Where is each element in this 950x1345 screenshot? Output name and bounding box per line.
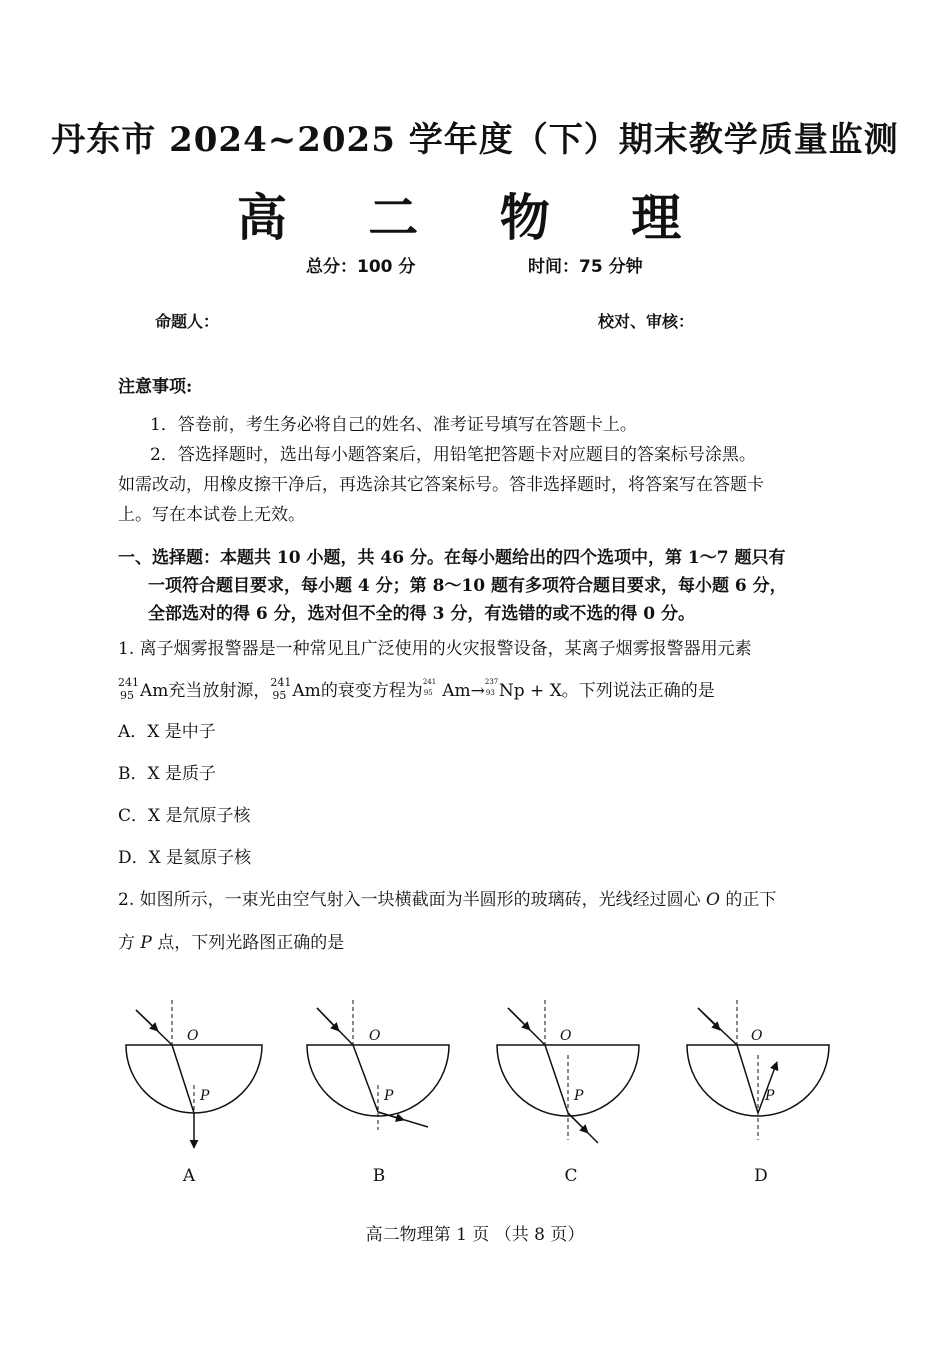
nuclide-am-1: 241 95: [118, 676, 139, 702]
label-o-b: O: [369, 1028, 381, 1044]
label-o-a: O: [187, 1028, 199, 1044]
incident-arrow-b: [317, 1008, 339, 1031]
section-1-line2: 一项符合题目要求，每小题 4 分；第 8～10 题有多项符合题目要求，每小题 6 分，: [148, 576, 787, 596]
question-1-line1: 1. 离子烟雾报警器是一种常见且广泛使用的火灾报警设备，某离子烟雾报警器用元素: [118, 639, 752, 659]
refracted-ray-b: [353, 1045, 378, 1112]
notice-heading: 注意事项:: [118, 377, 193, 397]
reviewer-label: 校对、审核：: [598, 312, 695, 331]
section-1-line1: 一、选择题：本题共 10 小题，共 46 分。在每小题给出的四个选项中，第 1～7 题只有: [118, 548, 786, 568]
nuclide-am-2: 241 95: [270, 676, 292, 702]
total-score: 总分：100 分: [306, 257, 416, 277]
refracted-ray-c: [545, 1045, 568, 1113]
label-o-d: O: [751, 1028, 763, 1044]
author-label: 命题人：: [155, 312, 220, 331]
equation-np: 237 93: [484, 678, 499, 697]
label-p-a: P: [200, 1088, 210, 1104]
figure-label-d: D: [754, 1166, 768, 1186]
section-1-line3: 全部选对的得 6 分，选对但不全的得 3 分，有选错的或不选的得 0 分。: [148, 604, 695, 624]
exam-title: 丹东市 2024~2025 学年度（下）期末教学质量监测: [51, 120, 899, 160]
figure-c: [497, 1000, 639, 1143]
optics-figures: [0, 990, 950, 1160]
refracted-ray-d: [737, 1045, 758, 1113]
figure-b: [307, 1000, 449, 1130]
question-1-option-d: D．X 是氦原子核: [118, 848, 252, 868]
figure-label-c: C: [564, 1166, 578, 1186]
incident-arrow-c: [508, 1008, 530, 1030]
subject-title: 高 二 物 理: [236, 188, 714, 247]
figure-a: [126, 1000, 262, 1148]
figure-label-b: B: [372, 1166, 386, 1186]
label-p-b: P: [384, 1088, 394, 1104]
label-o-c: O: [560, 1028, 572, 1044]
question-1-option-b: B．X 是质子: [118, 764, 216, 784]
page-footer: 高二物理第 1 页 （共 8 页）: [365, 1225, 585, 1245]
exam-time: 时间：75 分钟: [528, 257, 643, 277]
notice-item-2-line2: 如需改动，用橡皮擦干净后，再选涂其它答案标号。答非选择题时，将答案写在答题卡: [118, 475, 764, 495]
notice-item-2-line1: 2．答选择题时，选出每小题答案后，用铅笔把答题卡对应题目的答案标号涂黑。: [150, 445, 756, 465]
label-p-d: P: [765, 1088, 775, 1104]
figure-label-a: A: [182, 1166, 196, 1186]
question-1-option-c: C．X 是氘原子核: [118, 806, 251, 826]
question-2-line1: 2. 如图所示，一束光由空气射入一块横截面为半圆形的玻璃砖，光线经过圆心 O 的正下: [118, 890, 777, 910]
figure-d: [687, 1000, 829, 1140]
label-p-c: P: [574, 1088, 584, 1104]
notice-item-2-line3: 上。写在本试卷上无效。: [118, 505, 305, 525]
refracted-ray-a: [172, 1045, 194, 1113]
incident-arrow-d: [698, 1008, 720, 1030]
incident-arrow-a: [136, 1010, 158, 1031]
semicircle-b: [307, 1045, 449, 1116]
notice-item-1: 1．答卷前，考生务必将自己的姓名、准考证号填写在答题卡上。: [150, 415, 637, 435]
question-2-line2: 方 P 点，下列光路图正确的是: [118, 933, 345, 953]
equation-am: 241 95: [422, 678, 437, 697]
question-1-option-a: A．X 是中子: [118, 722, 216, 742]
question-1-line2: 241 95 Am充当放射源， 241 95 Am的衰变方程为 241 95 Am→ 237 93 Np + X。下列说法正确的是: [118, 676, 715, 702]
